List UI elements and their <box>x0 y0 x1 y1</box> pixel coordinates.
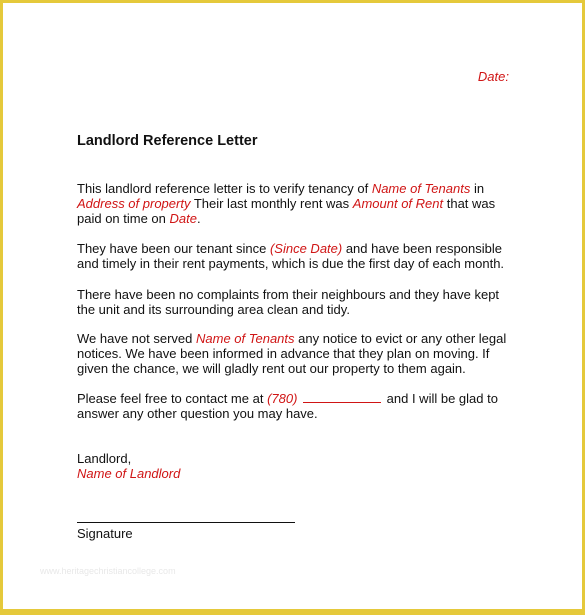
p2-text-2: and have been responsible and timely in their rent payments, which is due the first day of each month. <box>77 241 505 271</box>
phone-blank-line <box>303 392 381 403</box>
paragraph-tenant-since <box>77 241 517 271</box>
letter-title: Landlord Reference Letter <box>77 133 258 149</box>
signature-label: Signature <box>77 526 133 541</box>
closing-salutation: Landlord, <box>77 451 132 466</box>
paragraph-notices <box>77 331 517 376</box>
area-code-placeholder: (780) <box>267 391 298 406</box>
landlord-name-placeholder: Name of Landlord <box>77 466 181 481</box>
p4-text-2: any notice to evict or any other legal notices. We have been informed in advance that they plan on moving. If given the chance, we will gladly rent out our property to them again. <box>77 331 507 376</box>
signature-line <box>77 522 295 523</box>
address-placeholder: Address of property <box>77 196 191 211</box>
tenants-placeholder: Name of Tenants <box>371 181 471 196</box>
date-placeholder: Date <box>169 211 197 226</box>
p2-text-1: They have been our tenant since <box>77 241 270 256</box>
p1-text-4: that was paid on time on <box>77 196 496 226</box>
date-label: Date: <box>477 69 509 84</box>
amount-placeholder: Amount of Rent <box>352 196 444 211</box>
p5-text-1: Please feel free to contact me at <box>77 391 268 406</box>
paragraph-tenancy <box>77 181 517 226</box>
watermark-text: www.heritagechristiancollege.com <box>40 566 176 576</box>
closing-block <box>77 451 180 481</box>
p1-text-2: in <box>470 181 485 196</box>
tenants-placeholder-2: Name of Tenants <box>196 331 295 346</box>
p1-text-5: . <box>196 211 201 226</box>
since-date-placeholder: (Since Date) <box>269 241 343 256</box>
p5-text-2: and I will be glad to answer any other question you may have. <box>77 391 498 421</box>
paragraph-contact <box>77 391 517 421</box>
p1-text-1: This landlord reference letter is to verify tenancy of <box>77 181 372 196</box>
p4-text-1: We have not served <box>77 331 196 346</box>
p1-text-3: Their last monthly rent was <box>190 196 353 211</box>
paragraph-complaints: There have been no complaints from their neighbours and they have kept the unit and its surrounding area clean and tidy. <box>77 287 500 317</box>
